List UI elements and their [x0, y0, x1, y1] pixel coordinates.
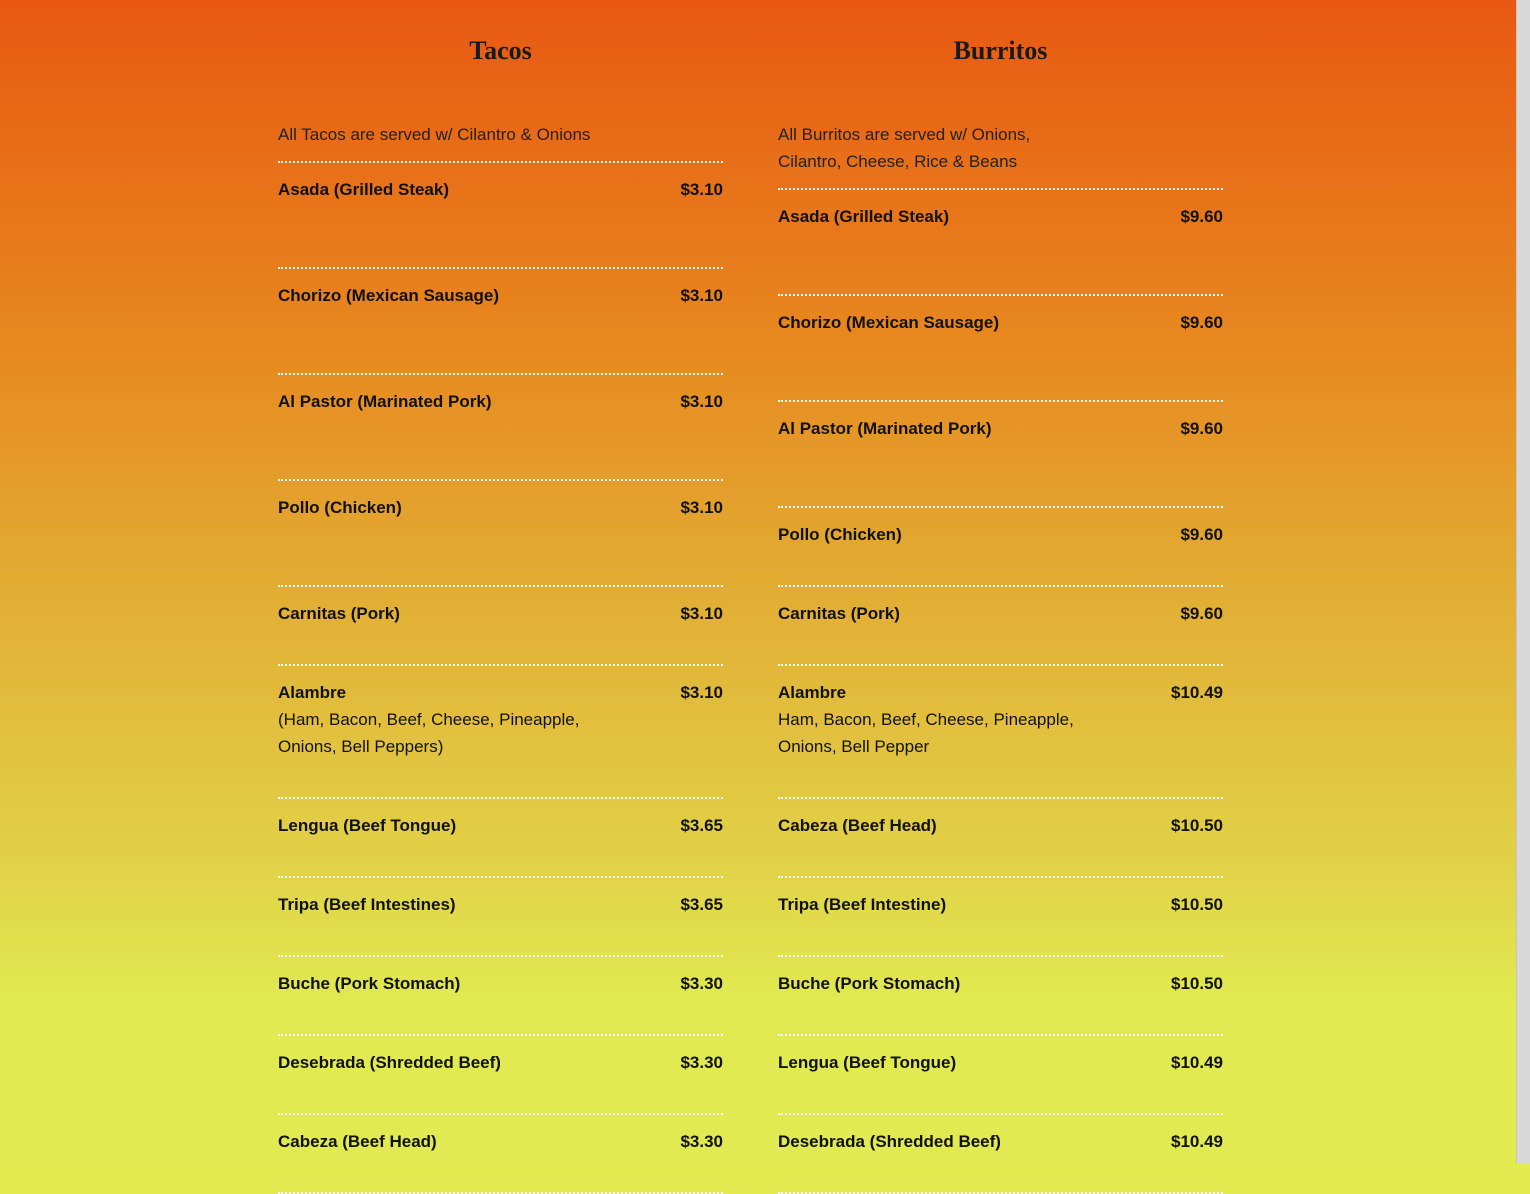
item-name: Buche (Pork Stomach)	[778, 974, 961, 993]
item-name: Buche (Pork Stomach)	[278, 974, 461, 993]
item-name: Carnitas (Pork)	[778, 604, 900, 623]
item-price: $3.30	[680, 974, 723, 993]
menu-item	[278, 587, 723, 666]
item-name: Asada (Grilled Steak)	[278, 180, 450, 199]
item-price: $9.60	[1180, 313, 1223, 332]
menu-item	[778, 190, 1223, 296]
burritos-menu-section	[778, 0, 1223, 1194]
item-name: Desebrada (Shredded Beef)	[278, 1053, 501, 1072]
item-price: $3.10	[680, 392, 723, 411]
menu-item	[778, 666, 1223, 799]
item-price: $3.10	[680, 286, 723, 305]
item-name: Pollo (Chicken)	[278, 498, 402, 517]
menu-item	[278, 375, 723, 481]
menu-item	[778, 402, 1223, 508]
menu-item	[778, 878, 1223, 957]
item-price: $10.50	[1171, 974, 1223, 993]
menu-item	[278, 878, 723, 957]
item-name: Asada (Grilled Steak)	[778, 207, 950, 226]
item-name: Chorizo (Mexican Sausage)	[278, 286, 500, 305]
menu-item	[778, 957, 1223, 1036]
menu-item	[278, 957, 723, 1036]
item-name: Tripa (Beef Intestines)	[278, 895, 456, 914]
menu-item	[778, 799, 1223, 878]
menu-item	[278, 666, 723, 799]
item-name: Al Pastor (Marinated Pork)	[778, 419, 992, 438]
item-price: $9.60	[1180, 604, 1223, 623]
item-name: Cabeza (Beef Head)	[778, 816, 937, 835]
item-name: Chorizo (Mexican Sausage)	[778, 313, 1000, 332]
item-price: $10.49	[1171, 1132, 1223, 1151]
item-name: Al Pastor (Marinated Pork)	[278, 392, 492, 411]
item-name: Lengua (Beef Tongue)	[278, 816, 457, 835]
item-name: Pollo (Chicken)	[778, 525, 902, 544]
item-price: $10.50	[1171, 895, 1223, 914]
item-price: $3.30	[680, 1132, 723, 1151]
menu-item	[278, 481, 723, 587]
menu-item	[278, 799, 723, 878]
item-price: $3.65	[680, 895, 723, 914]
item-name: Desebrada (Shredded Beef)	[778, 1132, 1001, 1151]
menu-item	[778, 1115, 1223, 1194]
item-price: $3.65	[680, 816, 723, 835]
item-price: $10.50	[1171, 816, 1223, 835]
item-description: (Ham, Bacon, Beef, Cheese, Pineapple, Onions, Bell Peppers)	[278, 710, 580, 756]
menu-item	[778, 508, 1223, 587]
tacos-menu-section	[278, 0, 723, 1194]
burritos-note: All Burritos are served w/ Onions, Cilantro, Cheese, Rice & Beans	[778, 105, 1223, 190]
item-price: $10.49	[1171, 683, 1223, 702]
menu-item	[278, 269, 723, 375]
item-price: $3.30	[680, 1053, 723, 1072]
item-price: $3.10	[680, 683, 723, 702]
menu-item	[778, 587, 1223, 666]
tacos-title: Tacos	[469, 36, 532, 65]
menu-item	[778, 296, 1223, 402]
item-price: $9.60	[1180, 525, 1223, 544]
item-name: Alambre	[778, 683, 847, 702]
item-name: Lengua (Beef Tongue)	[778, 1053, 957, 1072]
item-price: $9.60	[1180, 207, 1223, 226]
item-price: $3.10	[680, 604, 723, 623]
burritos-title: Burritos	[953, 36, 1048, 65]
item-description: Ham, Bacon, Beef, Cheese, Pineapple, Onions, Bell Pepper	[778, 710, 1074, 756]
menu-item	[278, 1036, 723, 1115]
menu-item	[278, 1115, 723, 1194]
item-name: Cabeza (Beef Head)	[278, 1132, 437, 1151]
vertical-scrollbar[interactable]	[1516, 0, 1530, 1164]
menu-item	[778, 1036, 1223, 1115]
item-price: $10.49	[1171, 1053, 1223, 1072]
item-name: Carnitas (Pork)	[278, 604, 400, 623]
item-price: $9.60	[1180, 419, 1223, 438]
tacos-note: All Tacos are served w/ Cilantro & Onions	[278, 105, 723, 163]
item-name: Alambre	[278, 683, 347, 702]
item-price: $3.10	[680, 498, 723, 517]
menu-item	[278, 163, 723, 269]
item-price: $3.10	[680, 180, 723, 199]
item-name: Tripa (Beef Intestine)	[778, 895, 947, 914]
